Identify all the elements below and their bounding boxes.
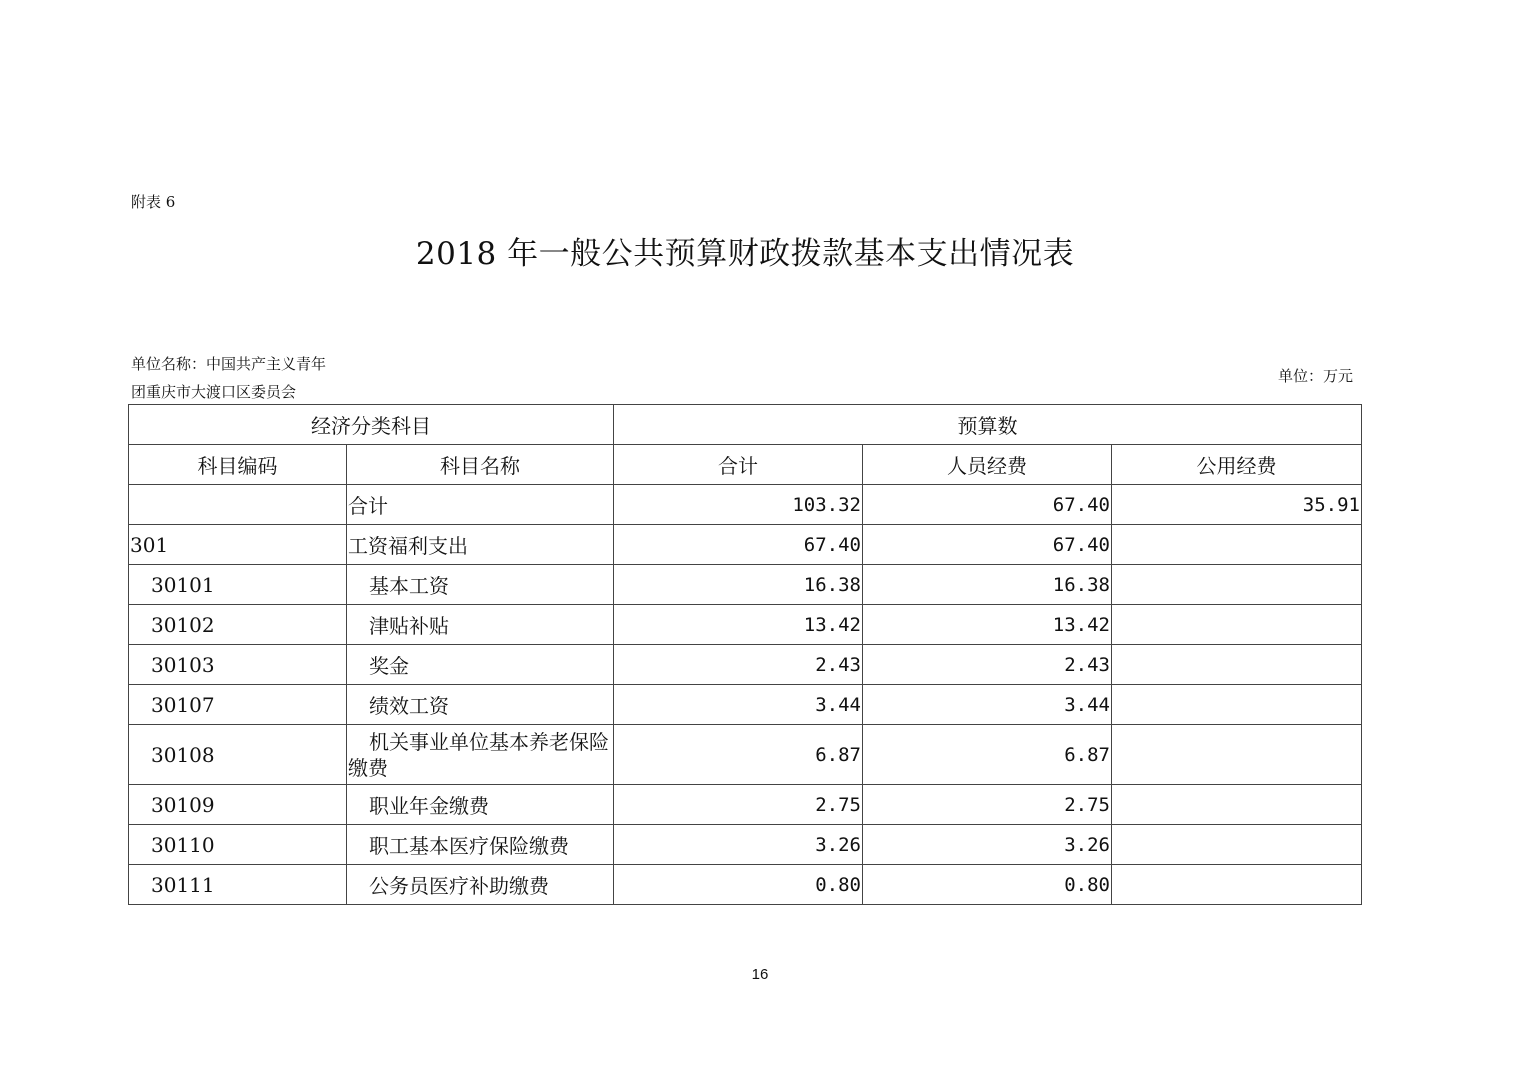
row-public [1112,725,1362,785]
row-personnel: 16.38 [863,565,1112,605]
table-row [129,645,1362,685]
unit-name [131,350,326,406]
header-personnel: 人员经费 [863,445,1112,485]
header-column-row [129,445,1362,485]
table-row [129,865,1362,905]
row-name: 工资福利支出 [347,525,614,565]
row-name: 奖金 [347,645,614,685]
row-public [1112,645,1362,685]
header-code: 科目编码 [129,445,347,485]
row-name: 职工基本医疗保险缴费 [347,825,614,865]
row-total: 6.87 [614,725,863,785]
row-public [1112,525,1362,565]
total-personnel: 67.40 [863,485,1112,525]
table-row [129,685,1362,725]
row-code: 301 [129,525,347,565]
row-total: 2.75 [614,785,863,825]
row-total: 2.43 [614,645,863,685]
row-public [1112,565,1362,605]
row-code: 30101 [129,565,347,605]
row-name: 基本工资 [347,565,614,605]
budget-table [128,404,1362,905]
row-personnel: 3.44 [863,685,1112,725]
row-personnel: 13.42 [863,605,1112,645]
total-code [129,485,347,525]
row-name: 公务员医疗补助缴费 [347,865,614,905]
header-name: 科目名称 [347,445,614,485]
header-public: 公用经费 [1112,445,1362,485]
row-name: 绩效工资 [347,685,614,725]
row-personnel: 2.75 [863,785,1112,825]
row-personnel: 2.43 [863,645,1112,685]
page-number: 16 [751,966,769,983]
total-row [129,485,1362,525]
row-personnel: 6.87 [863,725,1112,785]
row-total: 3.26 [614,825,863,865]
unit-measure: 单位：万元 [1278,367,1354,385]
row-total: 13.42 [614,605,863,645]
total-total: 103.32 [614,485,863,525]
row-code: 30111 [129,865,347,905]
row-name: 津贴补贴 [347,605,614,645]
table-row [129,565,1362,605]
total-public: 35.91 [1112,485,1362,525]
row-public [1112,785,1362,825]
header-total: 合计 [614,445,863,485]
row-code: 30109 [129,785,347,825]
row-total: 16.38 [614,565,863,605]
table-row [129,525,1362,565]
row-total: 67.40 [614,525,863,565]
row-public [1112,685,1362,725]
row-code: 30110 [129,825,347,865]
row-public [1112,865,1362,905]
row-code: 30102 [129,605,347,645]
row-public [1112,605,1362,645]
table-row [129,725,1362,785]
table-row [129,825,1362,865]
page-title: 2018 年一般公共预算财政拨款基本支出情况表 [415,236,1075,272]
row-code: 30103 [129,645,347,685]
annex-label: 附表 6 [131,193,176,211]
row-public [1112,825,1362,865]
row-total: 3.44 [614,685,863,725]
row-total: 0.80 [614,865,863,905]
row-personnel: 67.40 [863,525,1112,565]
header-budget-amount: 预算数 [614,405,1362,445]
unit-name-line2: 团重庆市大渡口区委员会 [131,383,297,401]
row-code: 30108 [129,725,347,785]
row-code: 30107 [129,685,347,725]
unit-name-line1: 单位名称：中国共产主义青年 [131,355,327,373]
header-group-row [129,405,1362,445]
row-personnel: 3.26 [863,825,1112,865]
header-economic-category: 经济分类科目 [129,405,614,445]
row-personnel: 0.80 [863,865,1112,905]
total-name: 合计 [347,485,614,525]
row-name: 机关事业单位基本养老保险缴费 [347,725,614,785]
row-name: 职业年金缴费 [347,785,614,825]
table-row [129,785,1362,825]
table-row [129,605,1362,645]
